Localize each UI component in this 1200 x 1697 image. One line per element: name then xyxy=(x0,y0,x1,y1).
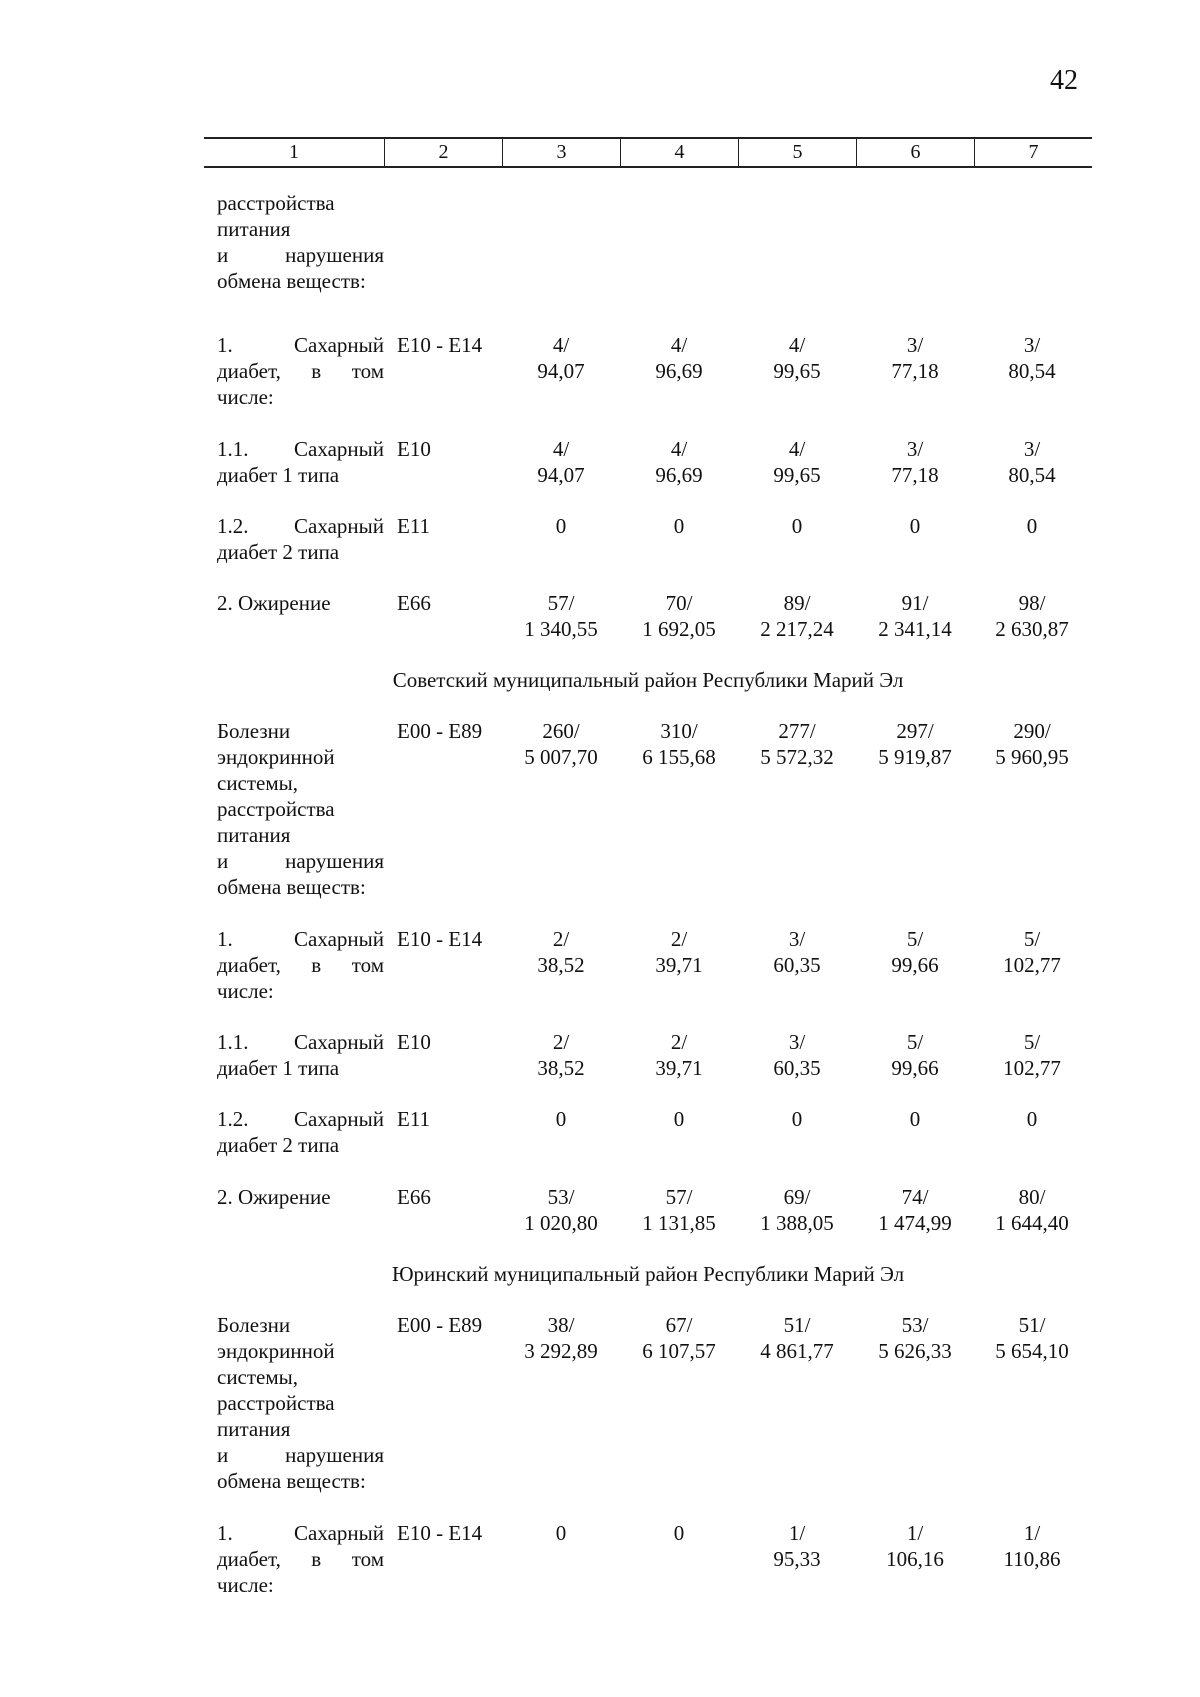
header-col-5: 5 xyxy=(738,139,856,166)
value-col-3: 38/ 3 292,89 xyxy=(524,1313,598,1363)
value-col-4: 2/ 39,71 xyxy=(655,1030,703,1080)
icd-code xyxy=(384,190,502,294)
value-col-7 xyxy=(974,190,1090,294)
row-diabetes-type2 xyxy=(204,1106,1092,1158)
section-sovetsky: Советский муниципальный район Республики Марий Эл xyxy=(392,668,904,692)
icd-code: E10 - E14 xyxy=(397,1521,483,1545)
value-col-5 xyxy=(738,190,856,294)
value-col-4: 4/ 96,69 xyxy=(655,437,703,487)
value-col-6: 3/ 77,18 xyxy=(891,333,939,383)
value-col-4: 70/ 1 692,05 xyxy=(642,591,716,641)
value-col-6: 53/ 5 626,33 xyxy=(878,1313,952,1363)
value-col-7: 98/ 2 630,87 xyxy=(995,591,1069,641)
value-col-6 xyxy=(856,190,974,294)
value-col-7: 0 xyxy=(1026,514,1038,538)
row-label: 1.2. Сахарный диабет 2 типа xyxy=(217,1107,384,1157)
icd-code: E00 - E89 xyxy=(397,719,483,743)
row-label: 2. Ожирение xyxy=(217,591,331,615)
icd-code: E10 xyxy=(397,1030,431,1054)
value-col-6: 5/ 99,66 xyxy=(891,927,939,977)
value-col-3: 2/ 38,52 xyxy=(537,927,585,977)
value-col-4: 2/ 39,71 xyxy=(655,927,703,977)
value-col-6: 0 xyxy=(909,1107,921,1131)
icd-code: E11 xyxy=(397,514,431,538)
value-col-6: 74/ 1 474,99 xyxy=(878,1185,952,1235)
value-col-6: 297/ 5 919,87 xyxy=(878,719,952,769)
row-diabetes-type1 xyxy=(204,436,1092,488)
value-col-6: 5/ 99,66 xyxy=(891,1030,939,1080)
row-label: 1. Сахарный диабет, в том числе: xyxy=(217,333,384,409)
row-endocrine xyxy=(204,1312,1092,1494)
row-endocrine xyxy=(204,718,1092,900)
row-label: Болезни эндокринной системы, расстройства питания и нарушения обмена веществ: xyxy=(217,1313,384,1493)
value-col-5: 3/ 60,35 xyxy=(773,1030,821,1080)
section-yurinsky: Юринский муниципальный район Республики Марий Эл xyxy=(391,1262,905,1286)
icd-code: E00 - E89 xyxy=(397,1313,483,1337)
row-diabetes xyxy=(204,332,1092,410)
value-col-3: 4/ 94,07 xyxy=(537,437,585,487)
value-col-5: 51/ 4 861,77 xyxy=(760,1313,834,1363)
value-col-4: 57/ 1 131,85 xyxy=(642,1185,716,1235)
header-col-7: 7 xyxy=(974,139,1092,166)
value-col-3: 0 xyxy=(555,1107,567,1131)
value-col-7: 3/ 80,54 xyxy=(1008,437,1056,487)
header-col-4: 4 xyxy=(620,139,738,166)
value-col-6: 1/ 106,16 xyxy=(886,1521,944,1571)
row-obesity xyxy=(204,590,1092,642)
value-col-5: 0 xyxy=(791,1107,803,1131)
icd-code: E66 xyxy=(397,591,431,615)
row-label: расстройства питания и нарушения обмена веществ: xyxy=(217,191,384,293)
value-col-4: 4/ 96,69 xyxy=(655,333,703,383)
row-obesity xyxy=(204,1184,1092,1236)
header-col-6: 6 xyxy=(856,139,974,166)
row-label: 1.1. Сахарный диабет 1 типа xyxy=(217,437,384,487)
icd-code: E10 - E14 xyxy=(397,333,483,357)
value-col-7: 51/ 5 654,10 xyxy=(995,1313,1069,1363)
value-col-4: 0 xyxy=(673,514,685,538)
row-diabetes xyxy=(204,926,1092,1004)
value-col-3 xyxy=(502,190,620,294)
value-col-7: 5/ 102,77 xyxy=(1003,1030,1061,1080)
value-col-7: 290/ 5 960,95 xyxy=(995,719,1069,769)
icd-code: E66 xyxy=(397,1185,431,1209)
value-col-3: 2/ 38,52 xyxy=(537,1030,585,1080)
value-col-3: 53/ 1 020,80 xyxy=(524,1185,598,1235)
value-col-4: 310/ 6 155,68 xyxy=(642,719,716,769)
value-col-3: 0 xyxy=(555,514,567,538)
value-col-3: 0 xyxy=(555,1521,567,1545)
row-continuation xyxy=(204,190,1092,294)
value-col-4 xyxy=(620,190,738,294)
icd-code: E11 xyxy=(397,1107,431,1131)
row-label: 1. Сахарный диабет, в том числе: xyxy=(217,927,384,1003)
icd-code: E10 - E14 xyxy=(397,927,483,951)
value-col-5: 89/ 2 217,24 xyxy=(760,591,834,641)
value-col-3: 260/ 5 007,70 xyxy=(524,719,598,769)
value-col-4: 67/ 6 107,57 xyxy=(642,1313,716,1363)
value-col-5: 1/ 95,33 xyxy=(773,1521,821,1571)
page-number: 42 xyxy=(1050,65,1078,96)
row-label: Болезни эндокринной системы, расстройства питания и нарушения обмена веществ: xyxy=(217,719,384,899)
row-label: 1.1. Сахарный диабет 1 типа xyxy=(217,1030,384,1080)
table-body xyxy=(204,190,1092,1598)
value-col-7: 5/ 102,77 xyxy=(1003,927,1061,977)
icd-code: E10 xyxy=(397,437,431,461)
header-col-1: 1 xyxy=(289,141,299,163)
value-col-3: 4/ 94,07 xyxy=(537,333,585,383)
header-col-2: 2 xyxy=(384,139,502,166)
value-col-3: 57/ 1 340,55 xyxy=(524,591,598,641)
value-col-7: 3/ 80,54 xyxy=(1008,333,1056,383)
value-col-5: 69/ 1 388,05 xyxy=(760,1185,834,1235)
row-label: 1.2. Сахарный диабет 2 типа xyxy=(217,514,384,564)
value-col-7: 1/ 110,86 xyxy=(1003,1521,1061,1571)
value-col-5: 4/ 99,65 xyxy=(773,333,821,383)
value-col-4: 0 xyxy=(673,1521,685,1545)
row-diabetes-type2 xyxy=(204,513,1092,565)
value-col-5: 4/ 99,65 xyxy=(773,437,821,487)
row-diabetes-type1 xyxy=(204,1029,1092,1081)
row-label: 2. Ожирение xyxy=(217,1185,331,1209)
value-col-6: 3/ 77,18 xyxy=(891,437,939,487)
value-col-6: 0 xyxy=(909,514,921,538)
value-col-4: 0 xyxy=(673,1107,685,1131)
value-col-5: 3/ 60,35 xyxy=(773,927,821,977)
value-col-6: 91/ 2 341,14 xyxy=(878,591,952,641)
value-col-5: 277/ 5 572,32 xyxy=(760,719,834,769)
table-header xyxy=(204,137,1092,168)
value-col-7: 0 xyxy=(1026,1107,1038,1131)
header-col-3: 3 xyxy=(502,139,620,166)
row-label: 1. Сахарный диабет, в том числе: xyxy=(217,1521,384,1597)
value-col-5: 0 xyxy=(791,514,803,538)
row-diabetes xyxy=(204,1520,1092,1598)
value-col-7: 80/ 1 644,40 xyxy=(995,1185,1069,1235)
